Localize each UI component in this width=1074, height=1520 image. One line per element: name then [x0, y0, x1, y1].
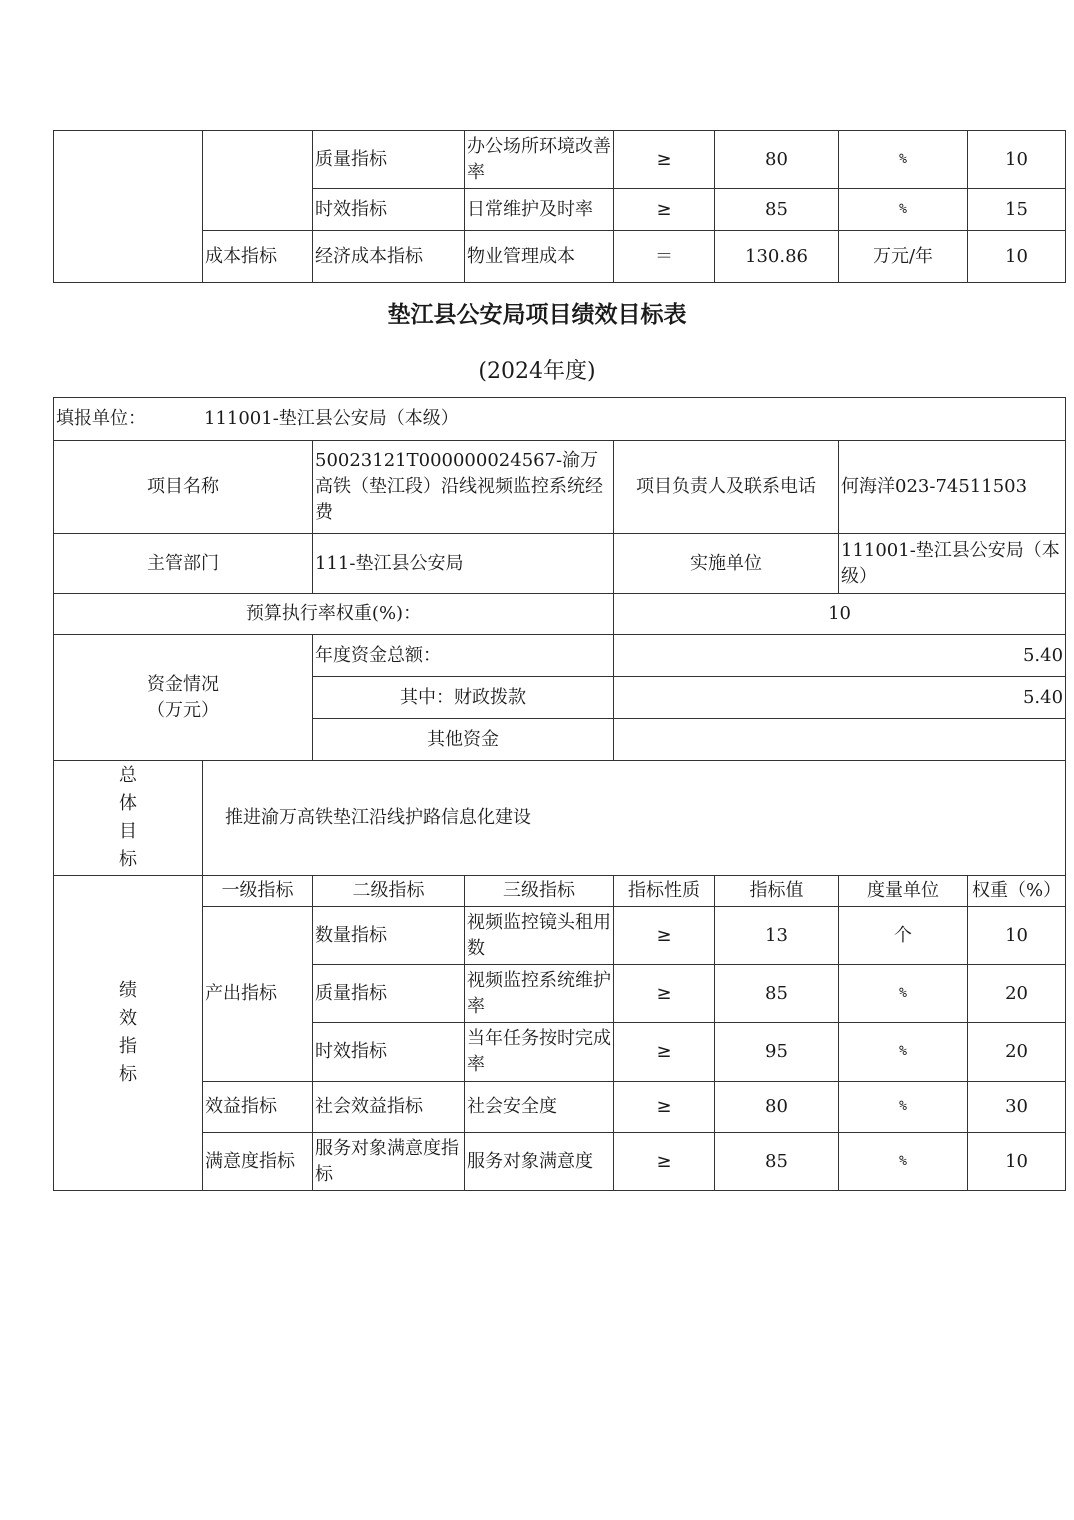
table-row — [54, 907, 1066, 965]
l2-cell: 质量指标 — [313, 131, 465, 189]
l3-cell: 物业管理成本 — [465, 231, 614, 283]
dept-label: 主管部门 — [54, 534, 313, 594]
header-value: 指标值 — [715, 876, 839, 907]
nature-cell: ≥ — [614, 189, 715, 231]
l2-cell: 服务对象满意度指标 — [313, 1133, 465, 1191]
budget-weight-label: 预算执行率权重(%)： — [54, 594, 614, 635]
header-l1: 一级指标 — [203, 876, 313, 907]
contact-value: 何海洋023-74511503 — [839, 441, 1066, 534]
overall-goal-char: 标 — [119, 849, 137, 870]
weight-cell: 20 — [968, 1023, 1066, 1082]
overall-goal-value: 推进渝万高铁垫江沿线护路信息化建设 — [203, 761, 1066, 876]
l3-cell: 视频监控镜头租用数 — [465, 907, 614, 965]
table-row — [54, 131, 1066, 189]
weight-cell: 10 — [968, 1133, 1066, 1191]
project-name-row — [54, 441, 1066, 534]
l3-cell: 社会安全度 — [465, 1082, 614, 1133]
perf-label-char: 指 — [119, 1036, 137, 1057]
table-row — [54, 1133, 1066, 1191]
value-cell: 95 — [715, 1023, 839, 1082]
unit-cell: % — [839, 1082, 968, 1133]
unit-cell: % — [839, 1133, 968, 1191]
l3-cell: 办公场所环境改善率 — [465, 131, 614, 189]
nature-cell: ＝ — [614, 231, 715, 283]
page-title: 垫江县公安局项目绩效目标表 — [387, 302, 687, 328]
overall-goal-char: 总 — [119, 765, 137, 786]
nature-cell: ≥ — [614, 1082, 715, 1133]
header-l2: 二级指标 — [313, 876, 465, 907]
nature-cell: ≥ — [614, 131, 715, 189]
l2-cell: 时效指标 — [313, 189, 465, 231]
unit-cell: 万元/年 — [839, 231, 968, 283]
overall-goal-label — [54, 761, 203, 876]
l1-cell: 成本指标 — [203, 231, 313, 283]
funds-label-line1: 资金情况 — [147, 673, 219, 695]
overall-goal-char: 目 — [119, 821, 137, 842]
other-funds-value — [614, 719, 1066, 761]
nature-cell: ≥ — [614, 1023, 715, 1082]
value-cell: 85 — [715, 965, 839, 1023]
header-unit: 度量单位 — [839, 876, 968, 907]
dept-value: 111-垫江县公安局 — [313, 534, 614, 594]
performance-target-table — [53, 397, 1066, 1191]
continuation-table — [53, 130, 1066, 283]
unit-cell: % — [839, 965, 968, 1023]
l1-cell-continued — [203, 131, 313, 231]
filing-unit-value: 111001-垫江县公安局（本级） — [204, 408, 459, 429]
l3-cell: 服务对象满意度 — [465, 1133, 614, 1191]
filing-unit-row — [54, 398, 1066, 441]
value-cell: 13 — [715, 907, 839, 965]
funds-label — [54, 635, 313, 761]
perf-label-char: 绩 — [119, 980, 137, 1001]
nature-cell: ≥ — [614, 1133, 715, 1191]
unit-cell: % — [839, 1023, 968, 1082]
weight-cell: 15 — [968, 189, 1066, 231]
overall-goal-row — [54, 761, 1066, 876]
l2-cell: 质量指标 — [313, 965, 465, 1023]
weight-cell: 10 — [968, 131, 1066, 189]
perf-label-char: 效 — [119, 1008, 137, 1029]
impl-unit-label: 实施单位 — [614, 534, 839, 594]
l2-cell: 社会效益指标 — [313, 1082, 465, 1133]
l2-cell: 经济成本指标 — [313, 231, 465, 283]
l1-cell: 满意度指标 — [203, 1133, 313, 1191]
l2-cell: 数量指标 — [313, 907, 465, 965]
indicator-header-row — [54, 876, 1066, 907]
budget-weight-row — [54, 594, 1066, 635]
table-row — [54, 1082, 1066, 1133]
l3-cell: 视频监控系统维护率 — [465, 965, 614, 1023]
l3-cell: 日常维护及时率 — [465, 189, 614, 231]
project-name-value: 50023121T000000024567-渝万高铁（垫江段）沿线视频监控系统经费 — [313, 441, 614, 534]
funds-label-line2: （万元） — [147, 699, 219, 721]
other-funds-label: 其他资金 — [313, 719, 614, 761]
filing-unit-cell — [54, 398, 1066, 441]
value-cell: 80 — [715, 131, 839, 189]
unit-cell: % — [839, 131, 968, 189]
header-l3: 三级指标 — [465, 876, 614, 907]
header-weight: 权重（%） — [968, 876, 1066, 907]
funds-total-row — [54, 635, 1066, 677]
perf-label-char: 标 — [119, 1064, 137, 1085]
fiscal-funds-label: 其中：财政拨款 — [313, 677, 614, 719]
l3-cell: 当年任务按时完成率 — [465, 1023, 614, 1082]
value-cell: 85 — [715, 189, 839, 231]
total-funds-value: 5.40 — [614, 635, 1066, 677]
weight-cell: 10 — [968, 907, 1066, 965]
contact-label: 项目负责人及联系电话 — [614, 441, 839, 534]
weight-cell: 30 — [968, 1082, 1066, 1133]
weight-cell: 10 — [968, 231, 1066, 283]
value-cell: 85 — [715, 1133, 839, 1191]
table-row — [54, 231, 1066, 283]
project-name-label: 项目名称 — [54, 441, 313, 534]
total-funds-label: 年度资金总额： — [313, 635, 614, 677]
overall-goal-char: 体 — [119, 793, 137, 814]
dept-row — [54, 534, 1066, 594]
year-subtitle: (2024年度) — [478, 359, 596, 384]
unit-cell: 个 — [839, 907, 968, 965]
nature-cell: ≥ — [614, 907, 715, 965]
impl-unit-value: 111001-垫江县公安局（本级） — [839, 534, 1066, 594]
weight-cell: 20 — [968, 965, 1066, 1023]
fiscal-funds-value: 5.40 — [614, 677, 1066, 719]
l1-cell: 产出指标 — [203, 907, 313, 1082]
header-nature: 指标性质 — [614, 876, 715, 907]
nature-cell: ≥ — [614, 965, 715, 1023]
perf-indicator-label — [54, 876, 203, 1191]
budget-weight-value: 10 — [614, 594, 1066, 635]
value-cell: 80 — [715, 1082, 839, 1133]
l2-cell: 时效指标 — [313, 1023, 465, 1082]
filing-unit-label: 填报单位： — [56, 408, 146, 429]
value-cell: 130.86 — [715, 231, 839, 283]
perf-label-cell-continued — [54, 131, 203, 283]
l1-cell: 效益指标 — [203, 1082, 313, 1133]
unit-cell: % — [839, 189, 968, 231]
